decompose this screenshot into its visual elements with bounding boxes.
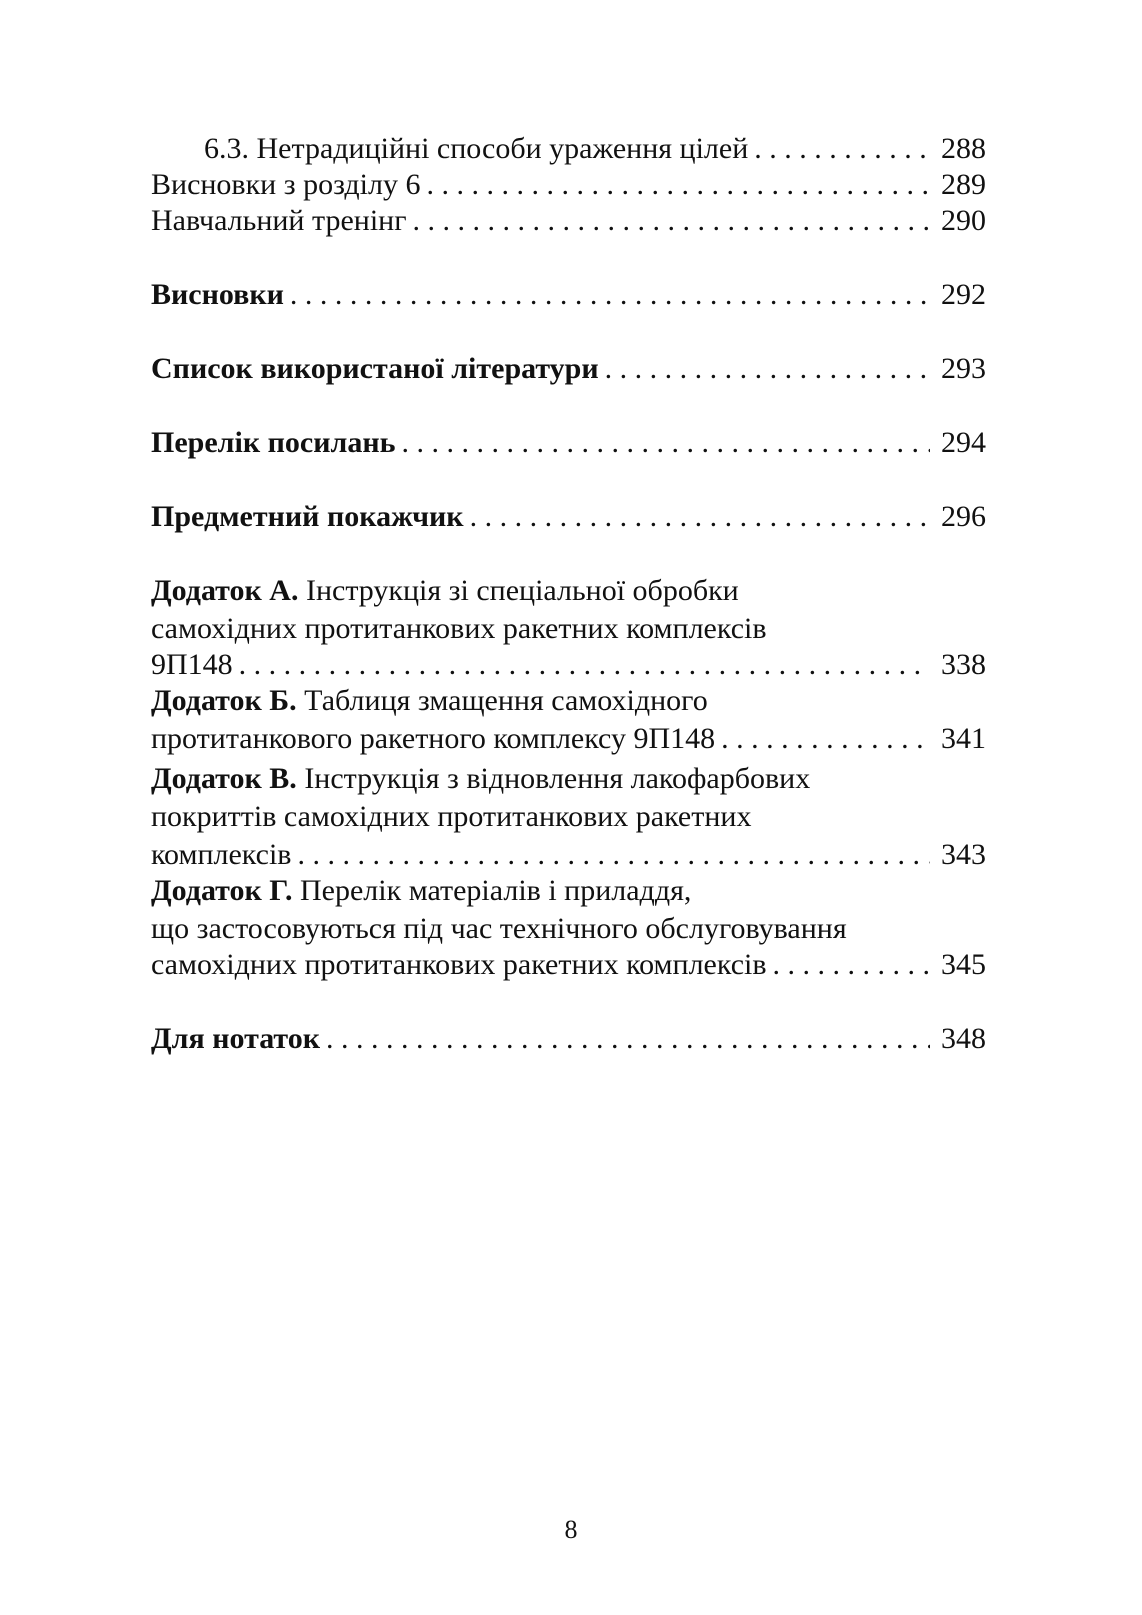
toc-entry-title: Перелік посилань: [151, 426, 396, 459]
toc-page-number: 296: [941, 500, 986, 533]
toc-entry-title: що застосовуються під час технічного обслуговування: [151, 912, 847, 945]
dot-leader: [326, 1020, 930, 1058]
dot-leader: [239, 646, 930, 684]
toc-entry-title: Перелік матеріалів і приладдя,: [300, 874, 692, 907]
toc-entry-appendix-a-cont: [151, 610, 986, 648]
toc-page-number: 343: [941, 838, 986, 871]
toc-entry-title: Таблиця змащення самохідного: [304, 684, 708, 717]
toc-page-number: 292: [941, 278, 986, 311]
toc-page-number: 348: [941, 1022, 986, 1055]
toc-page-number: 290: [941, 204, 986, 237]
toc-entry-appendix-v-last[interactable]: [151, 836, 986, 874]
toc-entry-title: самохідних протитанкових ракетних комплексів: [151, 612, 767, 645]
appendix-label: Додаток Г.: [151, 874, 293, 907]
toc-entry-title: Висновки з розділу 6: [151, 168, 421, 201]
toc-entry-appendix-a-last[interactable]: [151, 646, 986, 684]
toc-entry[interactable]: [151, 276, 986, 314]
toc-entry[interactable]: [151, 498, 986, 536]
toc-entry-appendix-g-cont: [151, 910, 986, 948]
toc-page-number: 293: [941, 352, 986, 385]
toc-entry-title: Для нотаток: [151, 1022, 321, 1055]
toc-entry-title: Інструкція зі спеціальної обробки: [305, 574, 739, 607]
toc-page-number: 288: [941, 132, 986, 165]
dot-leader: [605, 350, 930, 388]
toc-entry-title: Навчальний тренінг: [151, 204, 407, 237]
toc-page-number: 345: [941, 948, 986, 981]
toc-entry-appendix-a[interactable]: [151, 572, 986, 610]
toc-entry-title: Інструкція з відновлення лакофарбових: [304, 762, 811, 795]
toc-entry-title: комплексів: [151, 838, 292, 871]
page-number: 8: [564, 1515, 578, 1544]
dot-leader: [426, 166, 930, 204]
toc-entry[interactable]: [151, 350, 986, 388]
toc-page-number: 338: [941, 648, 986, 681]
appendix-label: Додаток Б.: [151, 684, 297, 717]
dot-leader: [290, 276, 930, 314]
toc-entry-title: 9П148: [151, 648, 233, 681]
toc-entry-title: протитанкового ракетного комплексу 9П148: [151, 722, 716, 755]
dot-leader: [773, 946, 930, 984]
dot-leader: [413, 202, 930, 240]
toc-entry-appendix-b-last[interactable]: [151, 720, 986, 758]
toc-page-number: 341: [941, 722, 986, 755]
toc-entry-appendix-v[interactable]: [151, 760, 986, 798]
toc-entry-title: Предметний покажчик: [151, 500, 464, 533]
toc-entry-appendix-b[interactable]: [151, 682, 986, 720]
dot-leader: [297, 836, 930, 874]
toc-entry[interactable]: [151, 166, 986, 204]
toc-entry-title: 6.3. Нетрадиційні способи ураження цілей: [204, 132, 749, 165]
toc-entry-appendix-g[interactable]: [151, 872, 986, 910]
toc-entry-title: самохідних протитанкових ракетних комплексів: [151, 948, 767, 981]
toc-page-number: 289: [941, 168, 986, 201]
toc-page-number: 294: [941, 426, 986, 459]
dot-leader: [470, 498, 930, 536]
appendix-label: Додаток В.: [151, 762, 297, 795]
toc-entry-title: Список використаної літератури: [151, 352, 599, 385]
toc-entry-appendix-v-cont: [151, 798, 986, 836]
toc-entry[interactable]: [151, 130, 986, 168]
toc-entry[interactable]: [151, 202, 986, 240]
toc-entry-title: Висновки: [151, 278, 284, 311]
dot-leader: [401, 424, 930, 462]
toc-entry-title: покриттів самохідних протитанкових ракетних: [151, 800, 752, 833]
appendix-label: Додаток А.: [151, 574, 299, 607]
toc-entry[interactable]: [151, 424, 986, 462]
dot-leader: [721, 720, 930, 758]
dot-leader: [754, 130, 930, 168]
toc-entry[interactable]: [151, 1020, 986, 1058]
toc-entry-appendix-g-last[interactable]: [151, 946, 986, 984]
